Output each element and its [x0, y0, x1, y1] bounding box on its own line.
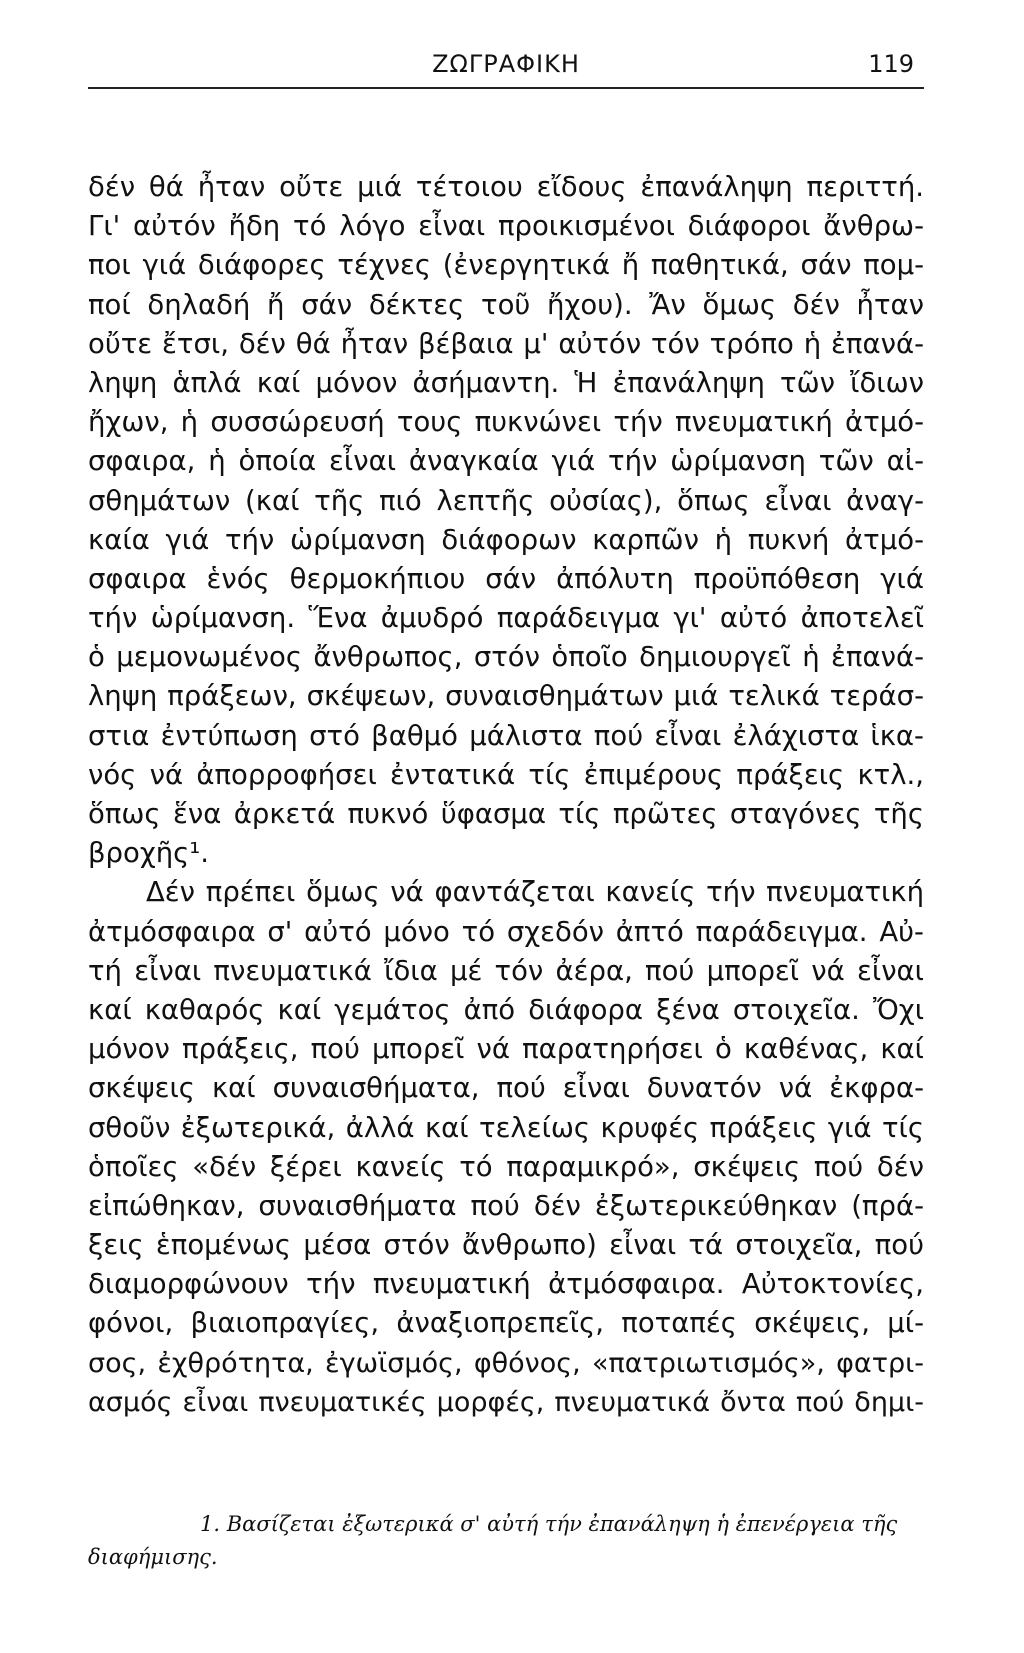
text-line: οὔτε ἔτσι, δέν θά ἦταν βέβαια μ' αὐτόν τόν τρόπο ἡ ἐπανά-	[88, 327, 924, 360]
page-number: 119	[868, 50, 914, 78]
text-line: δέν θά ἦταν οὔτε μιά τέτοιου εἴδους ἐπανάληψη περιττή.	[88, 171, 924, 203]
text-line: στια ἐντύπωση στό βαθμό μάλιστα πού εἶναι ἐλάχιστα ἱκα-	[88, 719, 924, 752]
running-head	[88, 50, 924, 90]
running-title: ΖΩΓΡΑΦΙΚΗ	[432, 50, 580, 78]
footnote-line: διαφήμισης.	[88, 1545, 218, 1569]
footnote-line: 1. Βασίζεται ἐξωτερικά σ' αὐτή τήν ἐπανάληψη ἡ ἐπενέργεια τῆς	[200, 1512, 898, 1536]
text-line: εἰπώθηκαν, συναισθήματα πού δέν ἐξωτερικεύθηκαν (πρά-	[88, 1189, 924, 1222]
text-line: ξεις ἑπομένως μέσα στόν ἄνθρωπο) εἶναι τά στοιχεῖα, πού	[88, 1229, 924, 1262]
text-line: ἀτμόσφαιρα σ' αὐτό μόνο τό σχεδόν ἀπτό παράδειγμα. Αὐ-	[88, 915, 924, 948]
text-line: Δέν πρέπει ὅμως νά φαντάζεται κανείς τήν πνευματική	[146, 876, 924, 909]
text-line: καί καθαρός καί γεμάτος ἀπό διάφορα ξένα στοιχεῖα. Ὄχι	[88, 993, 924, 1026]
text-line: νός νά ἀπορροφήσει ἐντατικά τίς ἐπιμέρους πράξεις κτλ.,	[88, 758, 924, 791]
text-line: σφαιρα, ἡ ὁποία εἶναι ἀναγκαία γιά τήν ὡρίμανση τῶν αἰ-	[88, 445, 924, 478]
text-line: διαμορφώνουν τήν πνευματική ἀτμόσφαιρα. Αὐτοκτονίες,	[88, 1268, 924, 1301]
text-line: ὁποῖες «δέν ξέρει κανείς τό παραμικρό», σκέψεις πού δέν	[88, 1150, 924, 1183]
footnote	[88, 1508, 924, 1574]
text-line: ληψη πράξεων, σκέψεων, συναισθημάτων μιά τελικά τεράσ-	[88, 680, 924, 713]
text-line: ποι γιά διάφορες τέχνες (ἐνεργητικά ἤ παθητικά, σάν πομ-	[88, 249, 924, 282]
text-line: μόνον πράξεις, πού μπορεῖ νά παρατηρήσει ὁ καθένας, καί	[88, 1033, 924, 1066]
text-line: Γι' αὐτόν ἤδη τό λόγο εἶναι προικισμένοι διάφοροι ἄνθρω-	[88, 210, 924, 243]
text-line: τήν ὡρίμανση. Ἕνα ἀμυδρό παράδειγμα γι' αὐτό ἀποτελεῖ	[88, 602, 924, 635]
text-line: ποί δηλαδή ἤ σάν δέκτες τοῦ ἤχου). Ἄν ὅμως δέν ἦταν	[88, 288, 924, 321]
text-line: ὁ μεμονωμένος ἄνθρωπος, στόν ὁποῖο δημιουργεῖ ἡ ἐπανά-	[88, 641, 924, 674]
text-line: σθοῦν ἐξωτερικά, ἀλλά καί τελείως κρυφές πράξεις γιά τίς	[88, 1111, 924, 1144]
text-line: βροχῆς¹.	[88, 837, 210, 870]
text-line: τή εἶναι πνευματικά ἴδια μέ τόν ἀέρα, πού μπορεῖ νά εἶναι	[88, 954, 924, 987]
text-line: σκέψεις καί συναισθήματα, πού εἶναι δυνατόν νά ἐκφρα-	[88, 1072, 924, 1105]
text-line: σθημάτων (καί τῆς πιό λεπτῆς οὐσίας), ὅπως εἶναι ἀναγ-	[88, 484, 924, 517]
text-line: ασμός εἶναι πνευματικές μορφές, πνευματικά ὄντα πού δημι-	[88, 1386, 924, 1418]
header-rule	[88, 87, 924, 89]
text-line: σος, ἐχθρότητα, ἐγωϊσμός, φθόνος, «πατριωτισμός», φατρι-	[88, 1347, 924, 1379]
body-text	[88, 168, 924, 1422]
text-line: ληψη ἁπλά καί μόνον ἀσήμαντη. Ἡ ἐπανάληψη τῶν ἴδιων	[88, 366, 924, 399]
text-line: καία γιά τήν ὡρίμανση διάφορων καρπῶν ἡ πυκνή ἀτμό-	[88, 523, 924, 556]
text-line: σφαιρα ἑνός θερμοκήπιου σάν ἀπόλυτη προϋπόθεση γιά	[88, 562, 924, 595]
text-line: φόνοι, βιαιοπραγίες, ἀναξιοπρεπεῖς, ποταπές σκέψεις, μί-	[88, 1307, 924, 1340]
text-line: ἤχων, ἡ συσσώρευσή τους πυκνώνει τήν πνευματική ἀτμό-	[88, 406, 924, 439]
text-line: ὅπως ἕνα ἀρκετά πυκνό ὕφασμα τίς πρῶτες σταγόνες τῆς	[88, 798, 924, 830]
